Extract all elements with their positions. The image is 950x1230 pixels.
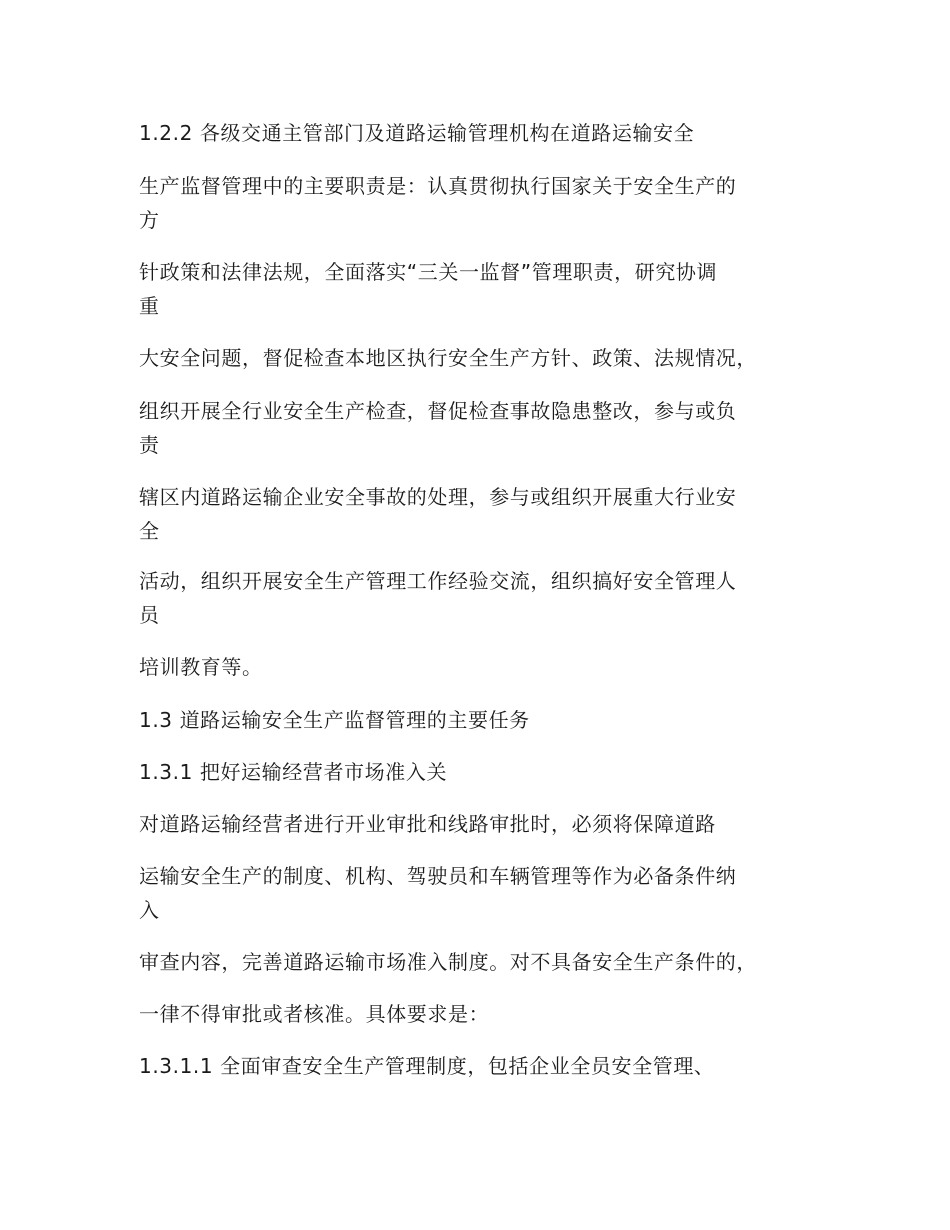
paragraph-line: 对道路运输经营者进行开业审批和线路审批时，必须将保障道路 [139, 812, 716, 836]
paragraph-line: 责 [139, 433, 160, 457]
paragraph-line: 方 [139, 208, 160, 232]
paragraph-line: 员 [139, 603, 160, 627]
paragraph-line: 生产监督管理中的主要职责是：认真贯彻执行国家关于安全生产的 [139, 174, 737, 198]
paragraph-line: 辖区内道路运输企业安全事故的处理，参与或组织开展重大行业安 [139, 485, 737, 509]
paragraph-line: 运输安全生产的制度、机构、驾驶员和车辆管理等作为必备条件纳 [139, 864, 737, 888]
paragraph-line: 活动，组织开展安全生产管理工作经验交流，组织搞好安全管理人 [139, 569, 737, 593]
paragraph-line: 针政策和法律法规，全面落实“三关一监督”管理职责，研究协调 [139, 260, 718, 284]
paragraph-line: 大安全问题，督促检查本地区执行安全生产方针、政策、法规情况， [139, 346, 757, 370]
heading-1-2-2: 1.2.2 各级交通主管部门及道路运输管理机构在道路运输安全 [139, 121, 695, 145]
paragraph-line: 培训教育等。 [139, 655, 263, 679]
paragraph-line: 组织开展全行业安全生产检查，督促检查事故隐患整改，参与或负 [139, 399, 737, 423]
paragraph-line: 入 [139, 898, 160, 922]
heading-1-3-1: 1.3.1 把好运输经营者市场准入关 [139, 760, 448, 784]
paragraph-line: 一律不得审批或者核准。具体要求是： [139, 1002, 490, 1026]
heading-1-3-1-1: 1.3.1.1 全面审查安全生产管理制度，包括企业全员安全管理、 [139, 1054, 715, 1078]
paragraph-line: 重 [139, 294, 160, 318]
paragraph-line: 审查内容，完善道路运输市场准入制度。对不具备安全生产条件的， [139, 950, 757, 974]
paragraph-line: 全 [139, 519, 160, 543]
heading-1-3: 1.3 道路运输安全生产监督管理的主要任务 [139, 708, 530, 732]
